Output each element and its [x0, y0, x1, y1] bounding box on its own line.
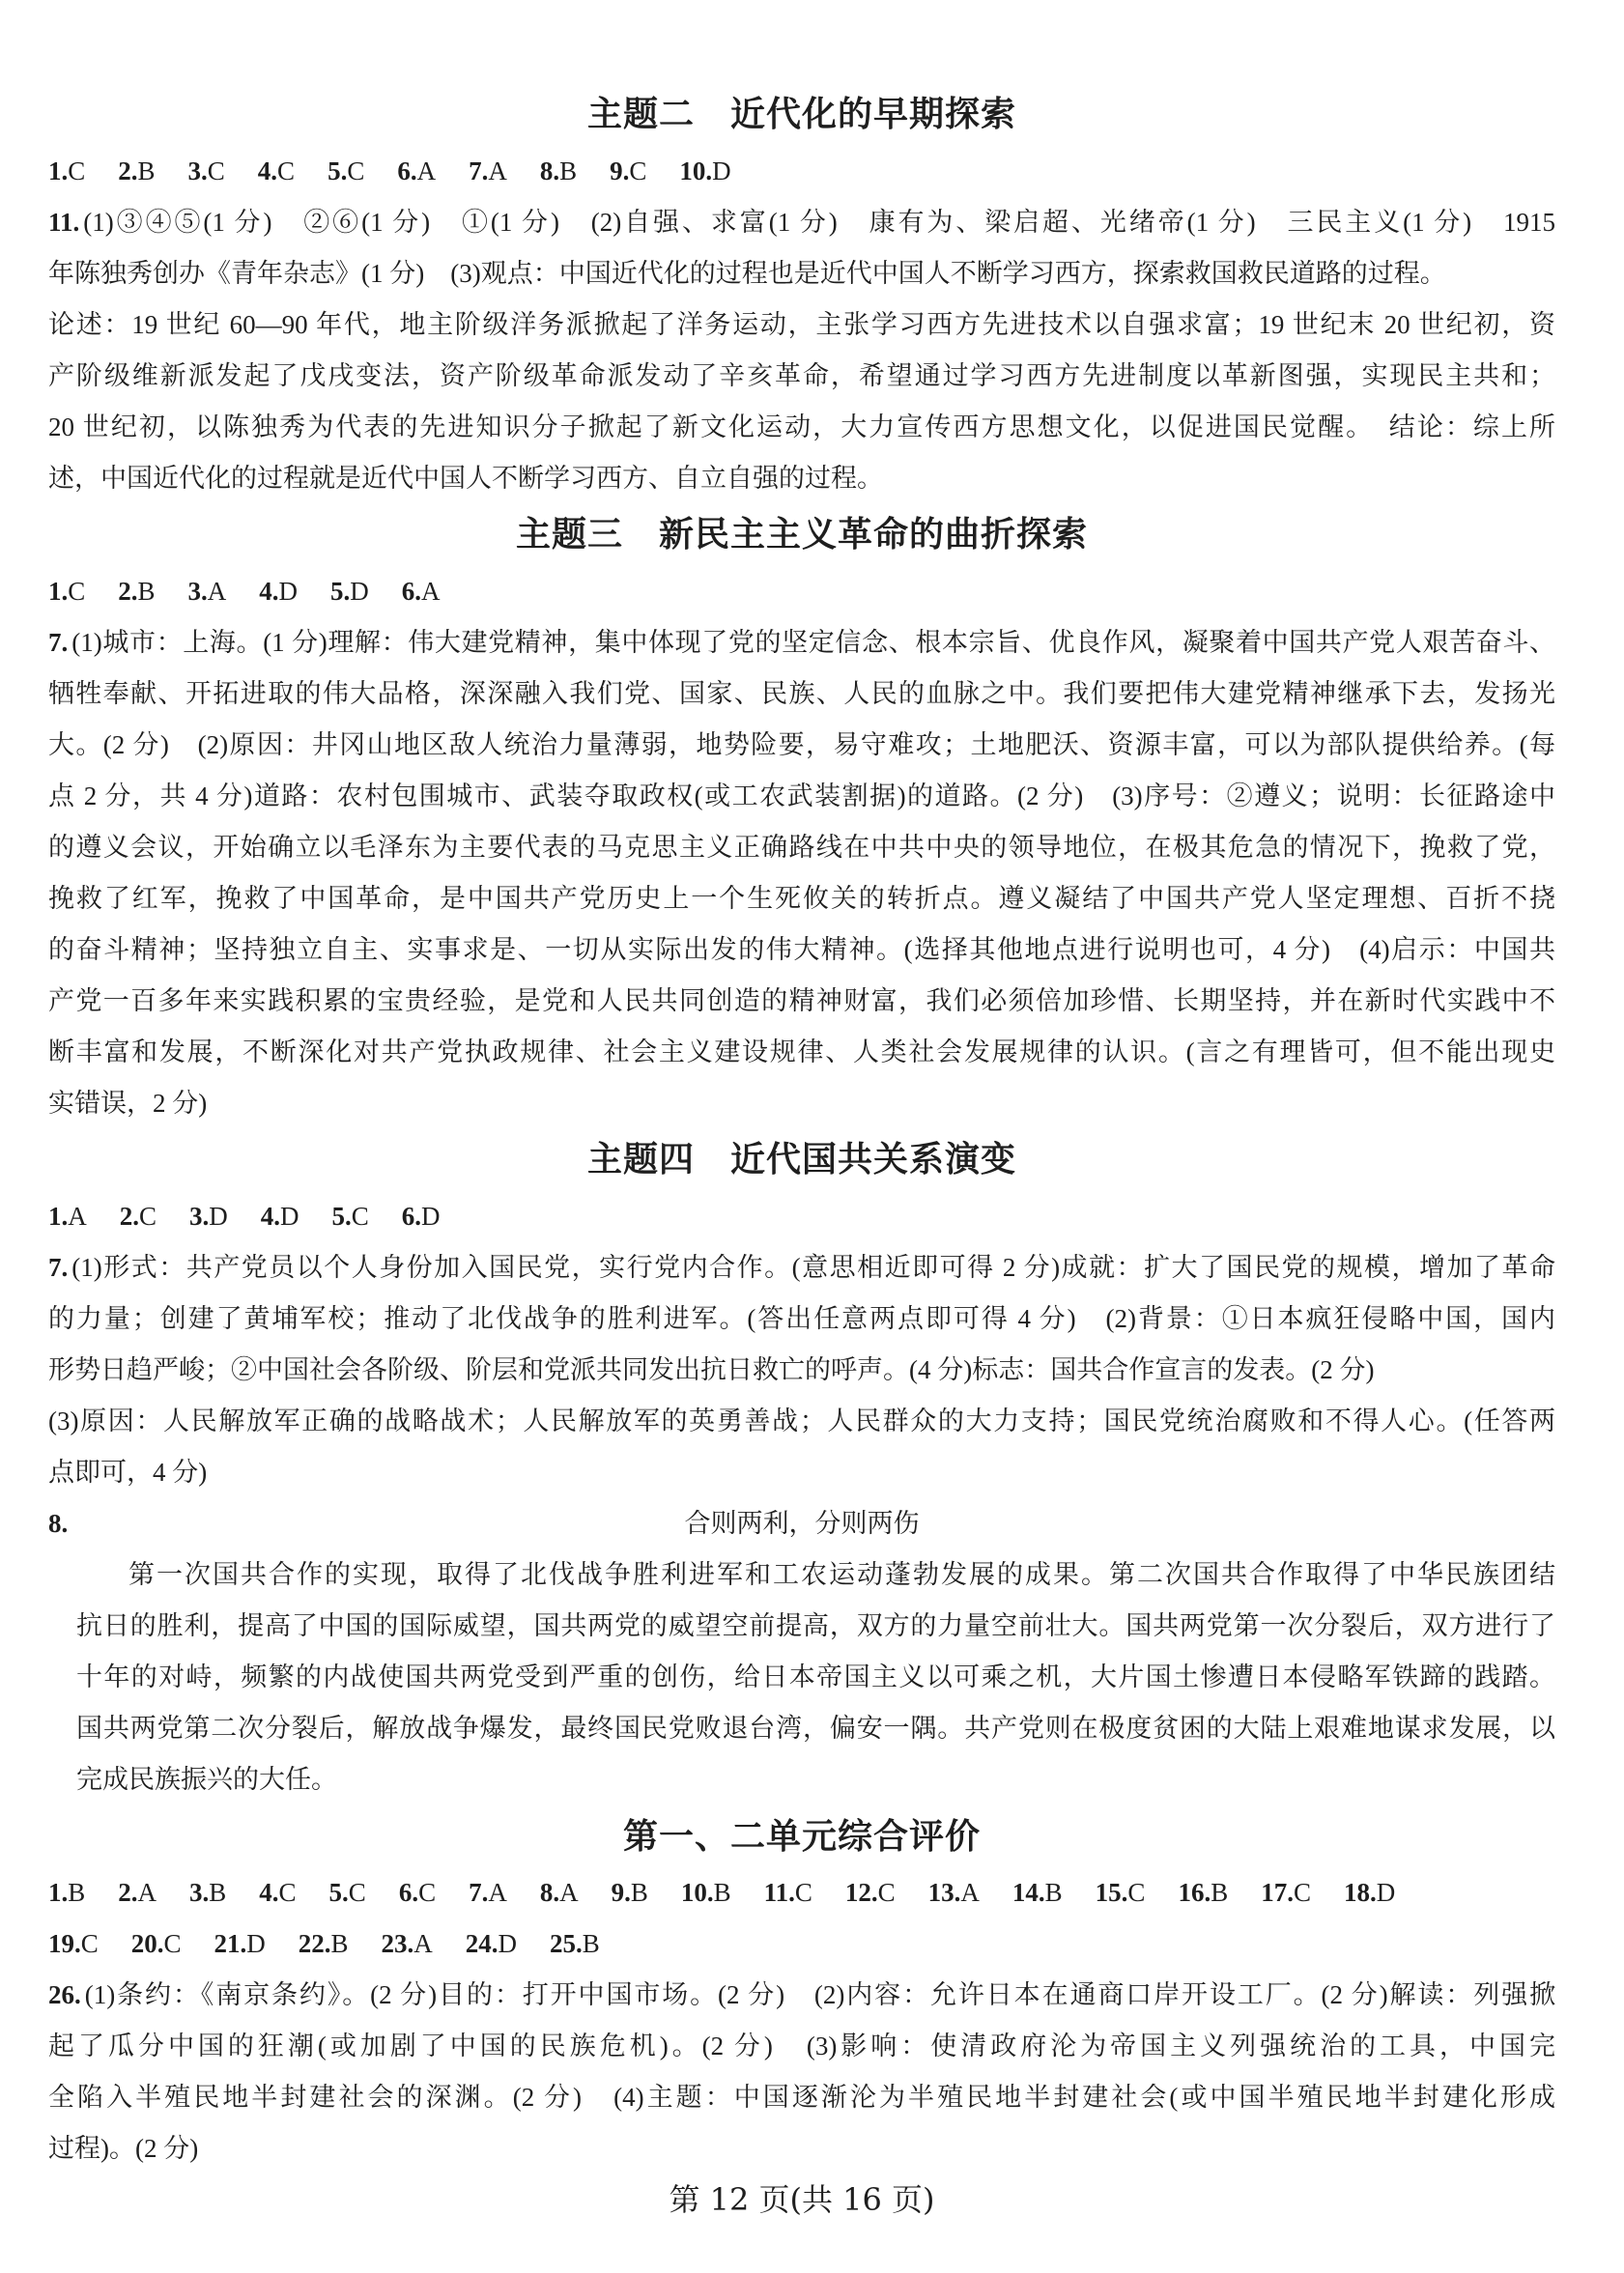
answer-row: [48, 1867, 1555, 1918]
answer-line: [48, 1345, 1555, 1396]
section-block: [48, 1805, 1555, 2174]
answer-number: 17.: [1261, 1878, 1294, 1907]
answer-choice: C: [278, 1878, 297, 1907]
answer-number: 3.: [187, 156, 208, 185]
answer-number: 1.: [48, 156, 69, 185]
answer-number: 18.: [1343, 1878, 1377, 1907]
answer-item: [332, 1191, 369, 1242]
answer-choice: C: [207, 156, 225, 185]
answer-line: [48, 1027, 1555, 1078]
answer-number: 9.: [611, 1878, 631, 1907]
answer-line-text: 过程)。(2 分): [48, 2134, 199, 2163]
answer-line-text: 点即可，4 分): [48, 1458, 208, 1487]
answer-number: 1.: [48, 1202, 69, 1231]
answer-item: [299, 1918, 349, 1970]
answer-line-text: 述，中国近代化的过程就是近代中国人不断学习西方、自立自强的过程。: [48, 464, 883, 493]
answer-line-text: 挽救了红军，挽救了中国革命，是中国共产党历史上一个生死攸关的转折点。遵义凝结了中国共产党人坚定理想、百折不挠: [48, 884, 1555, 913]
answer-item: [382, 1918, 433, 1970]
answer-choice: C: [351, 1202, 369, 1231]
answer-item: [928, 1867, 980, 1918]
answer-choice: B: [209, 1878, 227, 1907]
answer-row: [48, 1191, 1555, 1242]
answer-choice: A: [413, 1929, 433, 1958]
answer-number: 11.: [763, 1878, 795, 1907]
answer-line-text: (3)原因：人民解放军正确的战略战术；人民解放军的英勇善战；人民群众的大力支持；国民党统治腐败和不得人心。(任答两: [48, 1406, 1555, 1435]
answer-number: 23.: [381, 1929, 414, 1958]
answer-item: [469, 1867, 507, 1918]
answer-number: 14.: [1011, 1878, 1045, 1907]
answer-item: [402, 566, 441, 617]
question-number: 7.: [48, 1253, 69, 1282]
answer-number: 4.: [260, 1202, 281, 1231]
answer-item: [258, 146, 295, 197]
answer-item: [612, 1867, 648, 1918]
answer-line-text: 形势日趋严峻；②中国社会各阶级、阶层和党派共同发出抗日救亡的呼声。(4 分)标志：国共合作宣言的发表。(2 分): [48, 1355, 1375, 1384]
answer-line-text: 20 世纪初，以陈独秀为代表的先进知识分子掀起了新文化运动，大力宣传西方思想文化，以促进国民觉醒。 结论：综上所: [48, 412, 1555, 441]
answer-choice: C: [68, 156, 86, 185]
answer-item: [261, 1191, 299, 1242]
answer-item: [118, 1867, 157, 1918]
answer-number: 13.: [927, 1878, 961, 1907]
answer-choice: C: [139, 1202, 157, 1231]
answer-number: 8.: [539, 1878, 560, 1907]
answer-line: [48, 2072, 1555, 2123]
question-number: 7.: [48, 628, 69, 657]
answer-item: [48, 1918, 99, 1970]
answer-number: 22.: [298, 1929, 331, 1958]
answer-line: [48, 351, 1555, 402]
answer-number: 2.: [118, 1878, 138, 1907]
answer-choice: A: [960, 1878, 980, 1907]
answer-number: 5.: [328, 1878, 349, 1907]
answer-item: [1096, 1867, 1146, 1918]
answer-line-text: 产阶级维新派发起了戊戌变法，资产阶级革命派发动了辛亥革命，希望通过学习西方先进制度以革新图强，实现民主共和；: [48, 361, 1555, 390]
answer-choice: C: [794, 1878, 812, 1907]
answer-line: [48, 2123, 1555, 2174]
answer-line: [48, 720, 1555, 771]
section-block: [48, 1129, 1555, 1805]
answer-number: 9.: [610, 156, 630, 185]
answer-number: 3.: [189, 1202, 210, 1231]
answer-choice: D: [278, 577, 299, 606]
answer-choice: A: [68, 1202, 87, 1231]
section-title: 主题二 近代化的早期探索: [586, 95, 1016, 134]
answer-line: [48, 299, 1555, 351]
answer-number: 1.: [48, 1878, 69, 1907]
answer-line-text: 点 2 分，共 4 分)道路：农村包围城市、武装夺取政权(或工农武装割据)的道路。(2 分) (3)序号：②遵义；说明：长征路途中: [48, 781, 1555, 810]
answer-choice: C: [68, 577, 86, 606]
section-block: [48, 504, 1555, 1129]
answer-item: [120, 1191, 157, 1242]
answer-item: [679, 146, 730, 197]
answer-line: [48, 668, 1555, 720]
answer-item: [48, 1867, 85, 1918]
essay-title: 合则两利，分则两伤: [684, 1509, 920, 1538]
answer-line-text: 牺牲奉献、开拓进取的伟大品格，深深融入我们党、国家、民族、人民的血脉之中。我们要把伟大建党精神继承下去，发扬光: [48, 679, 1555, 708]
answer-choice: C: [629, 156, 647, 185]
answer-choice: C: [348, 1878, 366, 1907]
answer-line-text: (1)形式：共产党员以个人身份加入国民党，实行党内合作。(意思相近即可得 2 分)成就：扩大了国民党的规模，增加了革命: [71, 1253, 1555, 1282]
question-item: [48, 1242, 1555, 1498]
answer-item: [397, 146, 436, 197]
answer-line-text: (1)城市：上海。(1 分)理解：伟大建党精神，集中体现了党的坚定信念、根本宗旨、优良作风，凝聚着中国共产党人艰苦奋斗、: [71, 628, 1555, 657]
answer-line-text: 起了瓜分中国的狂潮(或加剧了中国的民族危机)。(2 分) (3)影响：使清政府沦为帝国主义列强统治的工具，中国完: [48, 2031, 1555, 2060]
answer-line: [48, 924, 1555, 976]
answer-line-text: 年陈独秀创办《青年杂志》(1 分) (3)观点：中国近代化的过程也是近代中国人不断学习西方，探索救国救民道路的过程。: [48, 259, 1446, 288]
answer-item: [189, 1867, 226, 1918]
answer-choice: C: [418, 1878, 437, 1907]
answer-item: [48, 566, 85, 617]
answer-line: [48, 1396, 1555, 1447]
answer-item: [540, 1867, 579, 1918]
answer-line: [48, 2021, 1555, 2072]
answer-item: [48, 146, 85, 197]
answer-choice: D: [246, 1929, 266, 1958]
page-footer: 第 12 页(共 16 页): [669, 2181, 935, 2218]
section-title: 主题四 近代国共关系演变: [586, 1140, 1016, 1179]
essay-line: 抗日的胜利，提高了中国的国际威望，国共两党的威望空前提高，双方的力量空前壮大。国共两党第一次分裂后，双方进行了: [76, 1611, 1555, 1640]
answer-choice: D: [421, 1202, 441, 1231]
section-title: 第一、二单元综合评价: [622, 1816, 981, 1857]
answer-line: [48, 197, 1555, 248]
question-item: [48, 1970, 1555, 2174]
answer-item: [131, 1918, 182, 1970]
answer-choice: A: [137, 1878, 157, 1907]
answer-choice: C: [80, 1929, 99, 1958]
answer-line: [48, 1447, 1555, 1498]
answer-item: [1012, 1867, 1063, 1918]
essay-line: 第一次国共合作的实现，取得了北伐战争胜利进军和工农运动蓬勃发展的成果。第二次国共合作取得了中华民族团结: [128, 1560, 1555, 1589]
answer-number: 6.: [401, 1202, 422, 1231]
answer-item: [399, 1867, 436, 1918]
answer-line: [48, 617, 1555, 668]
answer-line: [48, 453, 1555, 504]
answer-choice: D: [280, 1202, 299, 1231]
answer-item: [1178, 1867, 1228, 1918]
answer-line-text: (1)③④⑤(1 分) ②⑥(1 分) ①(1 分) (2)自强、求富(1 分) 康有为、梁启超、光绪帝(1 分) 三民主义(1 分) 1915: [83, 208, 1555, 237]
answer-item: [540, 146, 577, 197]
answer-line: [48, 976, 1555, 1027]
answer-number: 8.: [539, 156, 560, 185]
answer-number: 3.: [187, 577, 208, 606]
answer-number: 12.: [844, 1878, 878, 1907]
answer-choice: D: [1376, 1878, 1396, 1907]
answer-choice: B: [68, 1878, 86, 1907]
answer-item: [48, 1191, 87, 1242]
answer-number: 4.: [257, 156, 278, 185]
answer-number: 10.: [679, 156, 713, 185]
answer-item: [189, 1191, 228, 1242]
answer-choice: A: [207, 577, 227, 606]
answer-line: [48, 873, 1555, 924]
answer-number: 7.: [469, 156, 489, 185]
answer-row: [48, 1918, 1555, 1970]
question-number: 11.: [48, 208, 80, 237]
answer-choice: A: [488, 1878, 507, 1907]
answer-line-text: (1)条约：《南京条约》。(2 分)目的：打开中国市场。(2 分) (2)内容：允许日本在通商口岸开设工厂。(2 分)解读：列强掀: [84, 1980, 1555, 2009]
essay-line: 完成民族振兴的大任。: [76, 1765, 337, 1794]
answer-choice: A: [416, 156, 437, 185]
answer-choice: A: [559, 1878, 579, 1907]
answer-line-text: 论述：19 世纪 60—90 年代，地主阶级洋务派掀起了洋务运动，主张学习西方先进技术以自强求富；19 世纪末 20 世纪初，资: [48, 310, 1555, 339]
answer-row: [48, 566, 1555, 617]
answer-line-text: 实错误，2 分): [48, 1089, 208, 1118]
answer-choice: C: [347, 156, 365, 185]
answer-choice: D: [498, 1929, 518, 1958]
answer-number: 3.: [189, 1878, 210, 1907]
answer-number: 10.: [680, 1878, 714, 1907]
answer-number: 6.: [398, 1878, 419, 1907]
answer-choice: C: [1293, 1878, 1311, 1907]
answer-item: [469, 146, 507, 197]
answer-number: 5.: [331, 1202, 352, 1231]
answer-item: [1344, 1867, 1395, 1918]
answer-line: [48, 402, 1555, 453]
answer-line-text: 产党一百多年来实践积累的宝贵经验，是党和人民共同创造的精神财富，我们必须倍加珍惜、长期坚持，并在新时代实践中不: [48, 986, 1555, 1015]
answer-item: [550, 1918, 600, 1970]
answer-item: [330, 566, 369, 617]
answer-line: [48, 771, 1555, 822]
answer-item: [118, 146, 155, 197]
answer-number: 5.: [330, 577, 351, 606]
answer-choice: B: [1044, 1878, 1063, 1907]
answer-number: 6.: [397, 156, 417, 185]
answer-item: [329, 1867, 366, 1918]
answer-number: 2.: [119, 1202, 139, 1231]
answer-choice: C: [163, 1929, 182, 1958]
answer-choice: A: [488, 156, 507, 185]
answer-item: [259, 1867, 296, 1918]
answer-item: [681, 1867, 731, 1918]
answer-choice: B: [137, 156, 156, 185]
answer-number: 20.: [130, 1929, 164, 1958]
answer-number: 16.: [1178, 1878, 1211, 1907]
answer-choice: C: [877, 1878, 896, 1907]
answer-number: 15.: [1095, 1878, 1128, 1907]
answer-number: 7.: [469, 1878, 489, 1907]
answer-item: [188, 566, 227, 617]
answer-row: [48, 146, 1555, 197]
answer-number: 5.: [328, 156, 348, 185]
answer-choice: C: [277, 156, 296, 185]
answer-number: 1.: [48, 577, 69, 606]
answer-line: [48, 1078, 1555, 1129]
answer-item: [214, 1918, 266, 1970]
answer-line: [48, 1242, 1555, 1293]
answer-line-text: 断丰富和发展，不断深化对共产党执政规律、社会主义建设规律、人类社会发展规律的认识。(言之有理皆可，但不能出现史: [48, 1037, 1555, 1066]
answer-item: [188, 146, 225, 197]
answer-number: 4.: [259, 1878, 279, 1907]
answer-line-text: 大。(2 分) (2)原因：井冈山地区敌人统治力量薄弱，地势险要，易守难攻；土地肥沃、资源丰富，可以为部队提供给养。(每: [48, 730, 1555, 759]
answer-choice: B: [559, 156, 578, 185]
answer-item: [610, 146, 646, 197]
answer-line: [48, 1970, 1555, 2021]
essay-header: [48, 1498, 1555, 1549]
answer-line-text: 全陷入半殖民地半封建社会的深渊。(2 分) (4)主题：中国逐渐沦为半殖民地半封建社会(或中国半殖民地半封建化形成: [48, 2083, 1555, 2112]
section-block: [48, 84, 1555, 504]
answer-item: [764, 1867, 812, 1918]
answer-line: [48, 1293, 1555, 1345]
answer-line: [48, 822, 1555, 873]
answer-number: 2.: [118, 156, 138, 185]
answer-line: [48, 248, 1555, 299]
answer-choice: B: [330, 1929, 349, 1958]
answer-number: 21.: [214, 1929, 247, 1958]
answer-item: [402, 1191, 441, 1242]
answer-number: 4.: [259, 577, 279, 606]
answer-number: 24.: [465, 1929, 499, 1958]
answer-item: [118, 566, 155, 617]
answer-number: 25.: [550, 1929, 583, 1958]
answer-choice: D: [350, 577, 369, 606]
essay-body: [48, 1549, 1555, 1805]
answer-number: 2.: [118, 577, 138, 606]
answer-item: [328, 146, 364, 197]
question-item: [48, 617, 1555, 1129]
answer-item: [466, 1918, 517, 1970]
section-title: 主题三 新民主主义革命的曲折探索: [515, 515, 1088, 554]
answer-choice: B: [137, 577, 156, 606]
essay-line: 国共两党第二次分裂后，解放战争爆发，最终国民党败退台湾，偏安一隅。共产党则在极度贫困的大陆上艰难地谋求发展，以: [76, 1714, 1555, 1743]
answer-number: 6.: [401, 577, 422, 606]
answer-line-text: 的力量；创建了黄埔军校；推动了北伐战争的胜利进军。(答出任意两点即可得 4 分) (2)背景：①日本疯狂侵略中国，国内: [48, 1304, 1555, 1333]
answer-item: [1261, 1867, 1311, 1918]
answer-choice: C: [1127, 1878, 1146, 1907]
question-item: [48, 197, 1555, 504]
answer-number: 19.: [48, 1929, 81, 1958]
answer-choice: D: [712, 156, 731, 185]
question-item: [48, 1498, 1555, 1805]
answer-choice: B: [713, 1878, 731, 1907]
answer-line-text: 的奋斗精神；坚持独立自主、实事求是、一切从实际出发的伟大精神。(选择其他地点进行说明也可，4 分) (4)启示：中国共: [48, 935, 1555, 964]
answer-choice: A: [421, 577, 441, 606]
answer-choice: B: [630, 1878, 648, 1907]
answer-item: [845, 1867, 896, 1918]
answer-choice: D: [209, 1202, 228, 1231]
question-number: 26.: [48, 1980, 81, 2009]
answer-choice: B: [1211, 1878, 1229, 1907]
essay-line: 十年的对峙，频繁的内战使国共两党受到严重的创伤，给日本帝国主义以可乘之机，大片国土惨遭日本侵略军铁蹄的践踏。: [76, 1662, 1555, 1691]
question-number: 8.: [48, 1509, 69, 1538]
answer-item: [259, 566, 298, 617]
answer-line-text: 的遵义会议，开始确立以毛泽东为主要代表的马克思主义正确路线在中共中央的领导地位，在极其危急的情况下，挽救了党，: [48, 833, 1555, 862]
answer-choice: B: [582, 1929, 600, 1958]
